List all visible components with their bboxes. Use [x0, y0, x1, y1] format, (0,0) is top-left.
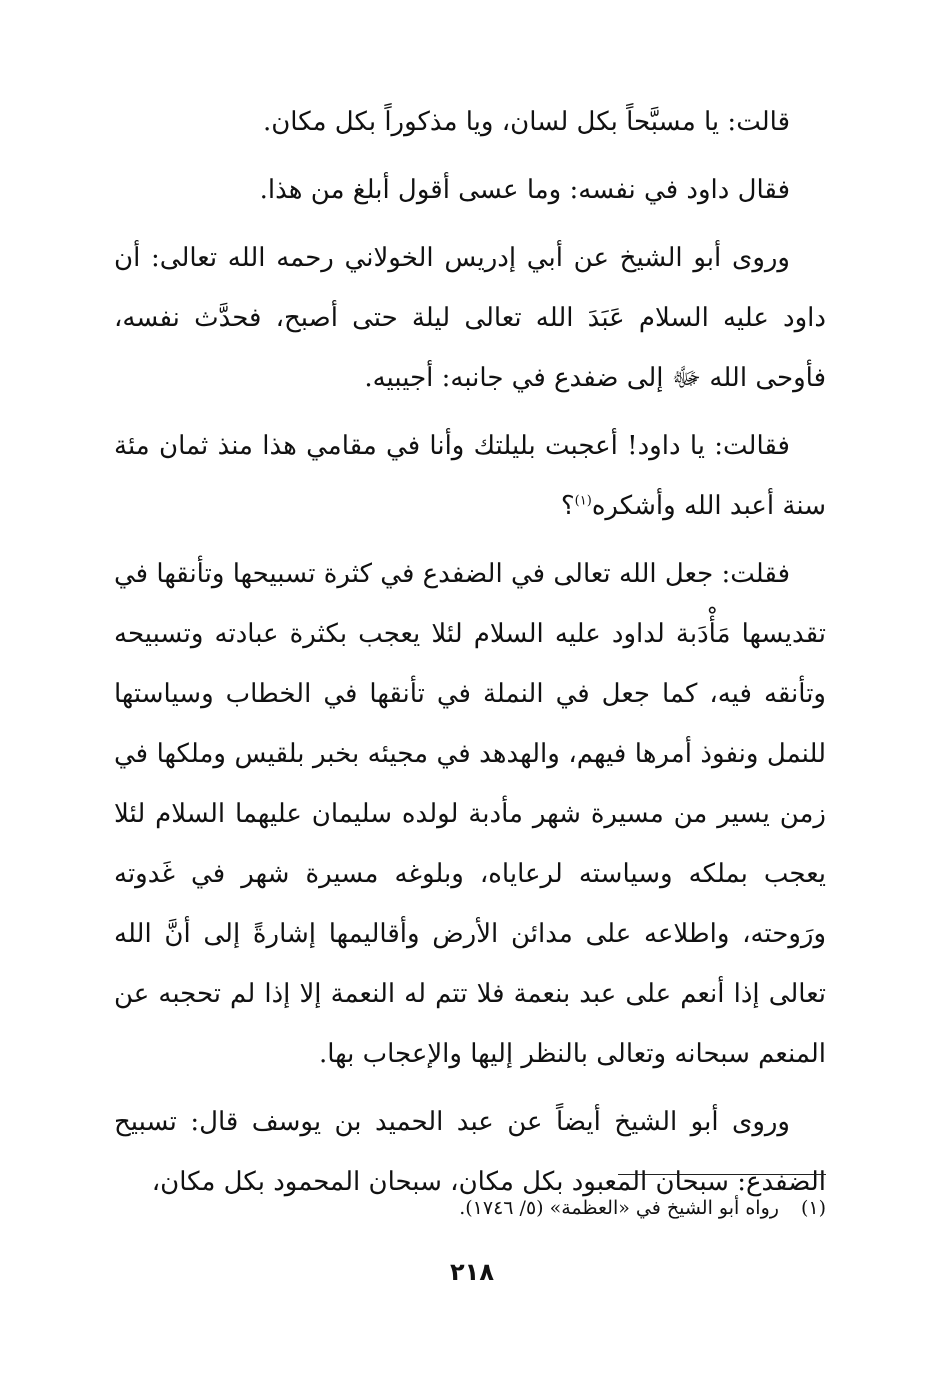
paragraph-4-tail: ؟ — [560, 491, 575, 521]
footnote-divider — [618, 1174, 826, 1175]
footnote-text: رواه أبو الشيخ في «العظمة» (٥/ ١٧٤٦). — [459, 1197, 779, 1219]
paragraph-4 — [114, 416, 826, 536]
paragraph-3: وروى أبو الشيخ عن أبي إدريس الخولاني رحمه الله تعالى: أن داود عليه السلام عَبَدَ الله تعالى ليلة حتى أصبح، فحدَّث نفسه، فأوحى الله ﷻ إلى ضفدع في جانبه: أجيبيه. — [114, 243, 826, 393]
footnote-reference[interactable]: (١) — [574, 493, 592, 509]
paragraph-1: قالت: يا مسبَّحاً بكل لسان، ويا مذكوراً بكل مكان. — [262, 107, 790, 137]
main-text — [114, 92, 826, 1220]
footnote-number: (١) — [800, 1197, 826, 1219]
paragraph-5: فقلت: جعل الله تعالى في الضفدع في كثرة تسبيحها وتأنقها في تقديسها مَأْدَبة لداود عليه السلام لئلا يعجب بكثرة عبادته وتسبيحه وتأنقه فيه، كما جعل في النملة في تأنقها في الخطاب وسياستها للنمل ونفوذ أمرها فيهم، والهدهد في مجيئه بخبر بلقيس وملكها في زمن يسير من مسيرة شهر مأدبة لولده سليمان عليهما السلام لئلا يعجب بملكه وسياسته لرعاياه، وبلوغه مسيرة شهر في غَدوته ورَوحته، واطلاعه على مدائن الأرض وأقاليمها إشارةً إلى أنَّ الله تعالى إذا أنعم على عبد بنعمة فلا تتم له النعمة إلا إذا لم تحجبه عن المنعم سبحانه وتعالى بالنظر إليها والإعجاب بها. — [114, 559, 826, 1069]
page-number: ٢١٨ — [450, 1258, 494, 1286]
paragraph-4-text: فقالت: يا داود! أعجبت بليلتك وأنا في مقامي هذا منذ ثمان مئة سنة أعبد الله وأشكره — [114, 431, 826, 521]
footnote — [114, 1190, 826, 1226]
paragraph-6: وروى أبو الشيخ أيضاً عن عبد الحميد بن يوسف قال: تسبيح الضفدع: سبحان المعبود بكل مكان، سبحان المحمود بكل مكان، — [114, 1107, 826, 1197]
paragraph-2: فقال داود في نفسه: وما عسى أقول أبلغ من هذا. — [259, 175, 790, 205]
